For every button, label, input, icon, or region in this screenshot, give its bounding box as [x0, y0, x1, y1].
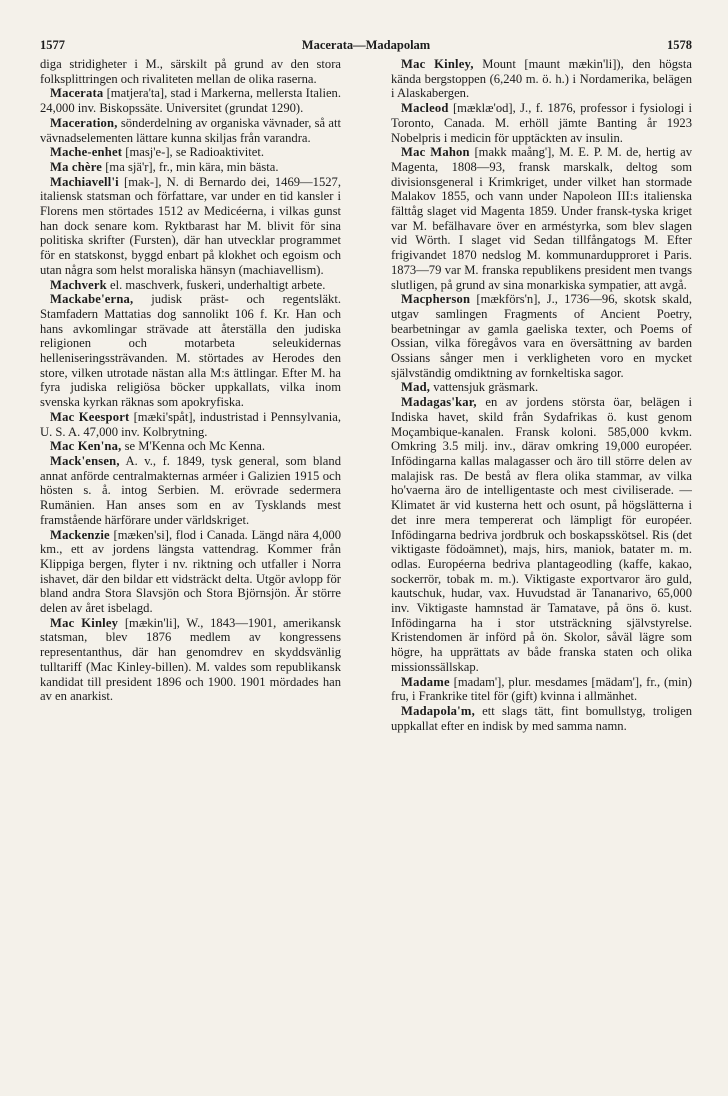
- entry-text: sönderdelning av organiska vävnader, så att vävnadselementen lättare kunna skiljas från varandra.: [40, 115, 341, 145]
- entry-mache-enhet: [40, 145, 341, 160]
- headword: Mac Kinley: [50, 615, 119, 630]
- entry-macerata: [40, 86, 341, 115]
- entry-mackabeerna: [40, 292, 341, 410]
- entry-mackensen: [40, 454, 341, 528]
- entry-continuation: [40, 57, 341, 86]
- entry-mad: [391, 380, 692, 395]
- left-column: [40, 57, 341, 1067]
- headword: Mac Keesport: [50, 409, 130, 424]
- entry-macpherson: [391, 292, 692, 380]
- entry-text: ett slags tätt, fint bomullstyg, troligen uppkallat efter en indisk by med samma namn.: [391, 703, 692, 733]
- headword: Mac Ken'na,: [50, 439, 122, 454]
- entry-text: judisk präst- och regentsläkt. Stamfadern Mattatias dog sannolikt 106 f. Kr. Han och hans avkomlingar strävade att återställa den judiska religionen och motarbeta seleukidernas helleniseringssträvanden. M. störtades av Herodes den store, vilken utrotade nästan alla M:s ättlingar. Efter M. ha fyra judiska religiösa böcker uppkallats, vilka inom svenska kyrkan räknas som apokryfiska.: [40, 292, 341, 410]
- entry-text: se M'Kenna och Mc Kenna.: [121, 439, 266, 454]
- entry-text: [ma sjä'r], fr., min kära, min bästa.: [102, 159, 279, 174]
- headword: Mac Mahon: [401, 145, 470, 160]
- entry-text: [mækförs'n], J., 1736—96, skotsk skald, utgav samlingen Fragments of Ancient Poetry, bearbetningar av gamla gaeliska texter, och Poems of Ossian, vilka föregåvos vara en översättning av barden Ossians sånger men i verkligheten voro en mycket självständig omdiktning av fornkeltiska sagor.: [391, 292, 692, 380]
- entry-text: [matjera'ta], stad i Markerna, mellersta Italien. 24,000 inv. Biskopssäte. Universitet (grundat 1290).: [40, 86, 341, 116]
- headword: Machiavell'i: [50, 174, 119, 189]
- entry-machverk: [40, 278, 341, 293]
- entry-mackenzie: [40, 528, 341, 616]
- page-header: [40, 38, 692, 54]
- headword: Mackenzie: [50, 527, 110, 542]
- entry-text: [makk maång'], M. E. P. M. de, hertig av Magenta, 1808—93, fransk marskalk, deltog som divisionsgeneral i Krimkriget, under vilket han stormade Malakov 1855, och vann under Napoleon III:s italienska fälttåg slaget vid Magenta 1859. Under fransk-tyska kriget var M. befälhavare över en arméstyrka, som blev slagen vid Wörth. I slaget vid Sedan tillfångatogs M. Efter frigivandet 1870 nedslog M. kommunardupproret i Paris. 1873—79 var M. franska republikens president men tvangs slutligen, på grund av sina monarkiska sympatier, att avgå.: [391, 145, 692, 292]
- headword: Maceration,: [50, 115, 118, 130]
- page-number-right: 1578: [667, 38, 692, 52]
- right-column: [391, 57, 692, 1067]
- headword: Macerata: [50, 86, 104, 101]
- entry-madapolam: [391, 704, 692, 733]
- headword: Mache-enhet: [50, 145, 123, 160]
- entry-mount-mac-kinley: [391, 57, 692, 101]
- entry-text: [mæklæ'od], J., f. 1876, professor i fysiologi i Toronto, Canada. M. erhöll jämte Banting år 1923 Nobelpris i medicin för upptäckten av insulin.: [391, 101, 692, 145]
- entry-macleod: [391, 101, 692, 145]
- entry-text: A. v., f. 1849, tysk general, som bland annat anförde centralmakternas arméer i Galizien 1915 och hösten s. å. intog Serbien. M. erövrade sedermera Rumänien. Han anses som en av Tysklands mest framstående härförare under världskriget.: [40, 453, 341, 527]
- entry-text: el. maschverk, fuskeri, underhaltigt arbete.: [106, 277, 326, 292]
- headword: Macleod: [401, 101, 449, 116]
- headword: Machverk: [50, 277, 107, 292]
- headword: Madagas'kar,: [401, 395, 477, 410]
- running-title: Macerata—Madapolam: [301, 38, 431, 52]
- entry-mac-kenna: [40, 439, 341, 454]
- entry-madame: [391, 675, 692, 704]
- entry-text: Mount [maunt mækin'li]), den högsta kända bergstoppen (6,240 m. ö. h.) i Nordamerika, belägen i Alaskabergen.: [391, 57, 692, 101]
- entry-text: [masj'e-], se Radioaktivitet.: [122, 145, 264, 160]
- entry-text: [mæki'spåt], industristad i Pennsylvania, U. S. A. 47,000 inv. Kolbrytning.: [40, 409, 341, 439]
- entry-text: vattensjuk gräsmark.: [430, 380, 539, 395]
- entry-text: [mækin'li], W., 1843—1901, amerikansk statsman, blev 1876 medlem av kongressens representanthus, där han genomdrev en skyddsvänlig tulltariff (Mac Kinley-billen). M. valdes som republikansk kandidat till president 1896 och 1900. 1901 mördades han av en anarkist.: [40, 615, 341, 704]
- entry-text: [madam'], plur. mesdames [mädam'], fr., (min) fru, i Frankrike titel för (gift) kvinna i allmänhet.: [391, 674, 692, 704]
- entry-text: [mæken'si], flod i Canada. Längd nära 4,000 km., ett av jordens längsta vattendrag. Kommer från Klippiga bergen, flyter i nv. riktning och utfaller i Norra ishavet, där den bildar ett vidsträckt delta. Utgör avlopp för bland andra Stora Slavsjön och Stora Björnsjön. Är större delen av året isbelagd.: [40, 527, 341, 616]
- entry-maceration: [40, 116, 341, 145]
- entry-ma-chere: [40, 160, 341, 175]
- entry-text: [mak-], N. di Bernardo dei, 1469—1527, italiensk statsman och författare, var under en tid kansler i Florens men störtades 1512 av Medicéerna, i vilkas gunst han dock senare kom. Ryktbarast har M. blivit för sina politiska skrifter (Fursten), där han utvecklar programmet för en statskonst, byggd enbart på klokhet och egoism och utan några som helst moraliska hänsyn (machiavellism).: [40, 174, 341, 277]
- headword: Mack'ensen,: [50, 453, 120, 468]
- entry-madagaskar: [391, 395, 692, 674]
- entry-machiavelli: [40, 175, 341, 278]
- entry-mac-kinley: [40, 616, 341, 704]
- entry-text: en av jordens största öar, belägen i Indiska havet, skild från Sydafrikas ö. kust genom Moçambique-kanalen. Fransk koloni. 585,000 kvkm. Omkring 3.5 milj. inv., därav omkring 19,000 européer. Infödingarna kallas malagasser och äro till större delen av malajisk ras. De bestå av flera olika stammar, av vilka ho'vaerna äro de intelligentaste och mest civiliserade. — Klimatet är vid kusterna hett och osunt, på högslätterna i det inre mera tempererat och lämpligt för européer. Infödingarna bedriva jordbruk och boskapsskötsel. Ris (det viktigaste födoämnet), majs, hirs, maniok, batater m. m. odlas. Européerna bedriva plantageodling (kaffe, kakao, sockerrör, tobak m. m.). Viktigaste exportvaror äro guld, kautschuk, hudar, vax. Huvudstad är Tananarivo, 65,000 inv. Viktigaste hamnstad är Tamatave, på öns ö. kust. Infödingarna ha i stor utsträckning självstyrelse. Kristendomen är införd på ön. Skolor, såväl lägre som högre, ha upprättats av både franska staten och olika missionssällskap.: [391, 395, 692, 674]
- entry-mac-mahon: [391, 145, 692, 292]
- entry-text: diga stridigheter i M., särskilt på grund av den stora folksplittringen och rivaliteten mellan de olika raserna.: [40, 57, 341, 86]
- headword: Mad,: [401, 380, 431, 395]
- page-number-left: 1577: [40, 38, 65, 52]
- headword: Ma chère: [50, 159, 103, 174]
- headword: Mac Kinley,: [401, 57, 474, 71]
- headword: Madapola'm,: [401, 703, 475, 718]
- headword: Madame: [401, 674, 450, 689]
- entry-mac-keesport: [40, 410, 341, 439]
- headword: Mackabe'erna,: [50, 292, 134, 307]
- headword: Macpherson: [401, 292, 471, 307]
